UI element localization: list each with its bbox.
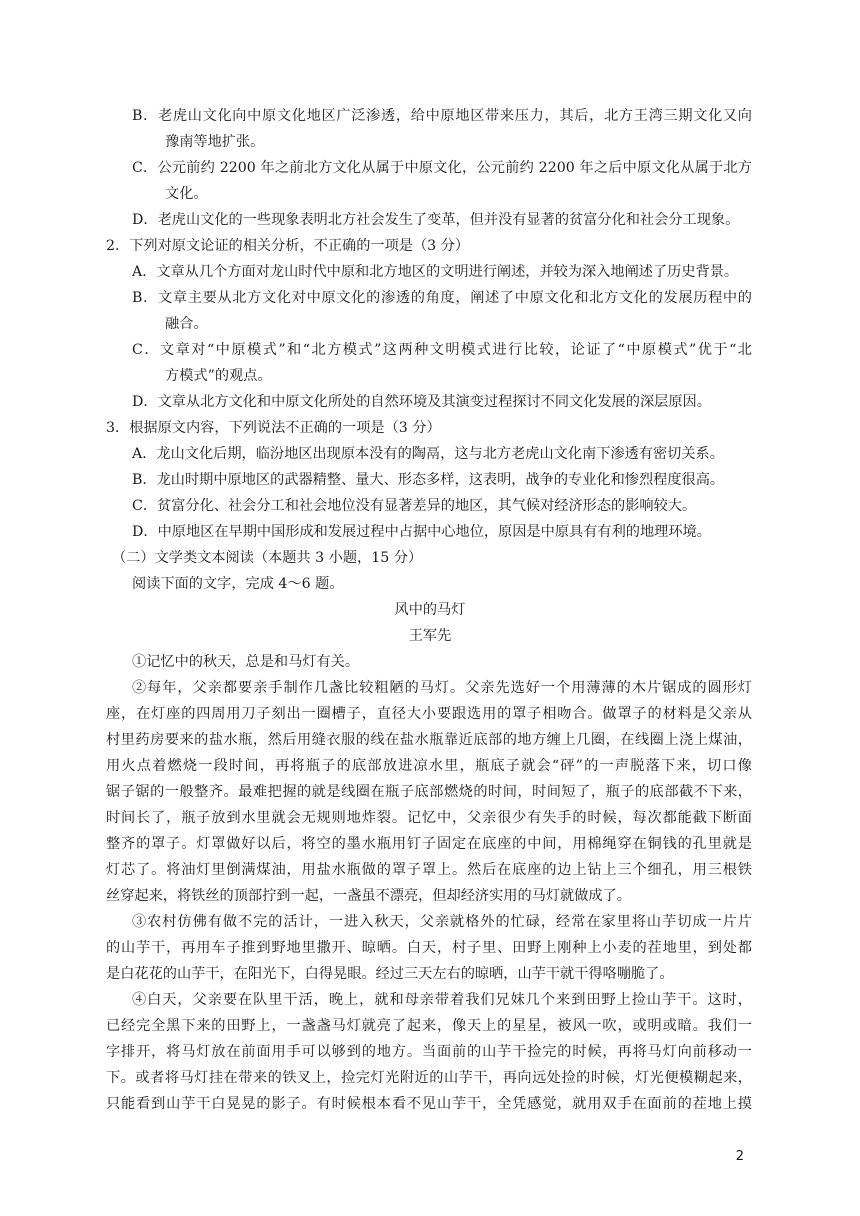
q2-option-d: D．文章从北方文化和中原文化所处的自然环境及其演变过程探讨不同文化发展的深层原因。 [132,394,711,410]
paragraph-2-line7: 整齐的罩子。灯罩做好以后，将空的墨水瓶用钉子固定在底座的中间，用棉绳穿在铜钱的孔里就是 [106,836,752,852]
paragraph-2-line6: 时间长了，瓶子放到水里就会无规则地炸裂。记忆中，父亲很少有失手的时候，每次都能截下断面 [106,810,752,826]
paragraph-2-line4: 用火点着燃烧一段时间，再将瓶子的底部放进凉水里，瓶底子就会“砰”的一声脱落下来，切口像 [106,758,752,774]
q3-option-d: D．中原地区在早期中国形成和发展过程中占据中心地位，原因是中原具有有利的地理环境。 [132,524,711,540]
q3-option-a: A．龙山文化后期，临汾地区出现原本没有的陶鬲，这与北方老虎山文化南下渗透有密切关系。 [132,446,724,462]
paragraph-1: ①记忆中的秋天，总是和马灯有关。 [132,654,360,670]
section-heading: （二）文学类文本阅读（本题共 3 小题，15 分） [112,550,423,566]
q1-option-b-line2: 豫南等地扩张。 [165,134,265,150]
paragraph-2-line5: 锯子锯的一般整齐。最难把握的就是线圈在瓶子底部燃烧的时间，时间短了，瓶子的底部截不下来， [106,784,752,800]
q1-option-b-line1: B．老虎山文化向中原文化地区广泛渗透，给中原地区带来压力，其后，北方王湾三期文化又向 [132,108,752,124]
q2-option-c-line2: 方模式”的观点。 [165,368,272,384]
q3-option-b: B．龙山时期中原地区的武器精整、量大、形态多样，这表明，战争的专业化和惨烈程度很高。 [132,472,725,488]
paragraph-2-line9: 丝穿起来，将铁丝的顶部拧到一起，一盏虽不漂亮，但却经济实用的马灯就做成了。 [106,888,631,904]
q1-option-d: D．老虎山文化的一些现象表明北方社会发生了变革，但并没有显著的贫富分化和社会分工现象。 [132,212,740,228]
paragraph-2-line8: 灯芯了。将油灯里倒满煤油，用盐水瓶做的罩子罩上。然后在底座的边上钻上三个细孔，用三根铁 [106,862,752,878]
paragraph-2-line1: ②每年，父亲都要亲手制作几盏比较粗陋的马灯。父亲先选好一个用薄薄的木片锯成的圆形灯 [132,680,752,696]
q2-stem: 2．下列对原文论证的相关分析，不正确的一项是（3 分） [106,238,470,254]
paragraph-4-line3: 字排开，将马灯放在前面用手可以够到的地方。当面前的山芋干捡完的时候，再将马灯向前移动一 [106,1044,752,1060]
q3-option-c: C．贫富分化、社会分工和社会地位没有显著差异的地区，其气候对经济形态的影响较大。 [132,498,697,514]
paragraph-4-line5: 只能看到山芋干白晃晃的影子。有时候根本看不见山芋干，全凭感觉，就用双手在面前的茬地上摸 [106,1096,752,1112]
q1-option-c-line1: C．公元前约 2200 年之前北方文化从属于中原文化，公元前约 2200 年之后中原文化从属于北方 [132,160,752,176]
q2-option-c-line1: C．文章对“中原模式”和“北方模式”这两种文明模式进行比较，论证了“中原模式”优于“北 [132,342,752,358]
q3-stem: 3．根据原文内容，下列说法不正确的一项是（3 分） [106,420,441,436]
paragraph-2-line2: 座，在灯座的四周用刀子刻出一圈槽子，直径大小要跟选用的罩子相吻合。做罩子的材料是父亲从 [106,706,752,722]
paragraph-2-line3: 村里药房要来的盐水瓶，然后用缝衣服的线在盐水瓶靠近底部的地方缠上几圈，在线圈上浇上煤油， [106,732,752,748]
q2-option-a: A．文章从几个方面对龙山时代中原和北方地区的文明进行阐述，并较为深入地阐述了历史背景。 [132,264,739,280]
q2-option-b-line2: 融合。 [165,316,208,332]
article-author: 王军先 [408,628,452,644]
paragraph-3-line2: 的山芋干，再用车子推到野地里撒开、晾晒。白天，村子里、田野上刚种上小麦的茬地里，到处都 [106,940,752,956]
q1-option-c-line2: 文化。 [165,186,208,202]
paragraph-4-line4: 下。或者将马灯挂在带来的铁叉上，捡完灯光附近的山芋干，再向远处捡的时候，灯光便模糊起来， [106,1070,752,1086]
article-title: 风中的马灯 [394,602,466,618]
paragraph-3-line1: ③农村仿佛有做不完的活计，一进入秋天，父亲就格外的忙碌，经常在家里将山芋切成一片片 [132,914,752,930]
q2-option-b-line1: B．文章主要从北方文化对中原文化的渗透的角度，阐述了中原文化和北方文化的发展历程中的 [132,290,752,306]
paragraph-4-line1: ④白天，父亲要在队里干活，晚上，就和母亲带着我们兄妹几个来到田野上捡山芋干。这时， [132,992,752,1008]
reading-instruction: 阅读下面的文字，完成 4～6 题。 [132,576,344,592]
page-number: 2 [735,1149,744,1164]
paragraph-4-line2: 已经完全黑下来的田野上，一盏盏马灯就亮了起来，像天上的星星，被风一吹，或明或暗。我们一 [106,1018,752,1034]
paragraph-3-line3: 是白花花的山芋干，在阳光下，白得晃眼。经过三天左右的晾晒，山芋干就干得咯嘣脆了。 [106,966,674,982]
